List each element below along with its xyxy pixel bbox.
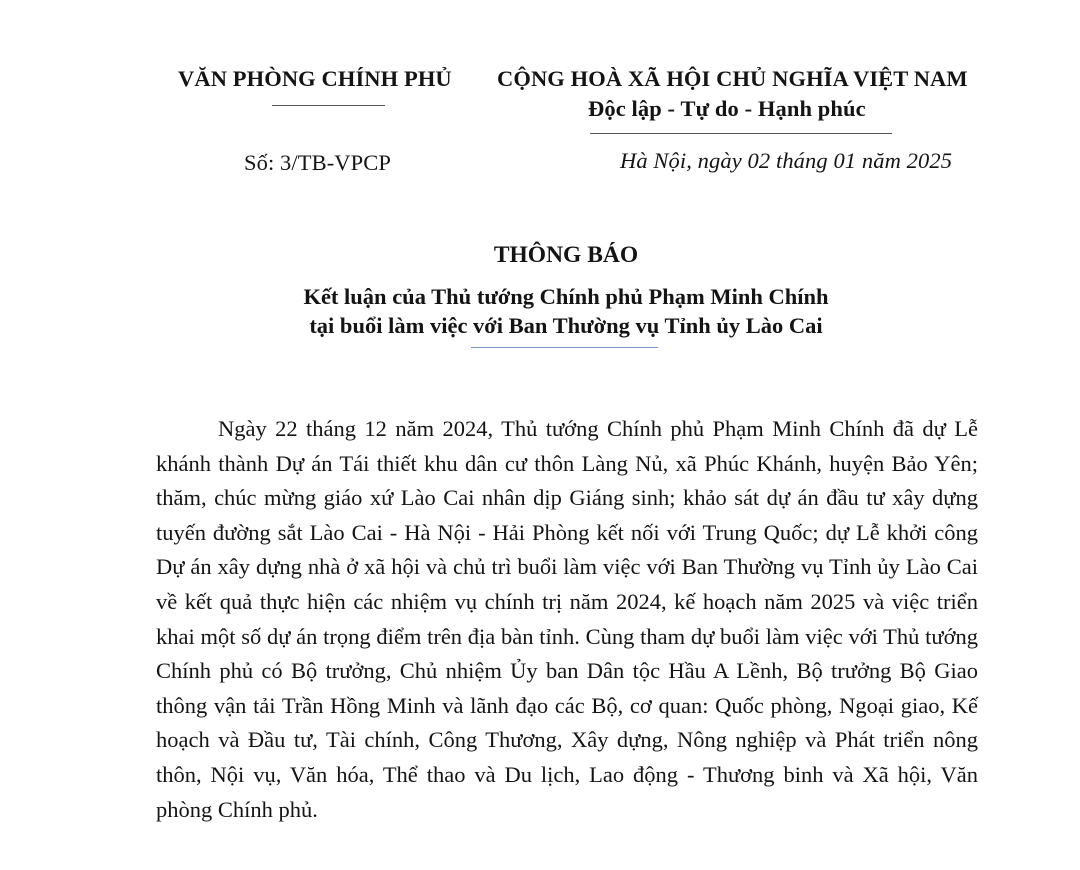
place-date: Hà Nội, ngày 02 tháng 01 năm 2025 — [620, 148, 953, 173]
subtitle-line-2: tại buổi làm việc với Ban Thường vụ Tỉnh ủy Lào Cai — [309, 313, 823, 338]
motto: Độc lập - Tự do - Hạnh phúc — [588, 96, 866, 121]
document-number: Số: 3/TB-VPCP — [244, 150, 391, 175]
subtitle-line-1: Kết luận của Thủ tướng Chính phủ Phạm Minh Chính — [303, 284, 829, 309]
subtitle-underline — [471, 347, 658, 348]
agency-underline — [272, 105, 385, 106]
motto-underline — [590, 133, 892, 134]
nation-name: CỘNG HOÀ XÃ HỘI CHỦ NGHĨA VIỆT NAM — [497, 66, 968, 91]
agency-name: VĂN PHÒNG CHÍNH PHỦ — [178, 66, 452, 91]
body-paragraph: Ngày 22 tháng 12 năm 2024, Thủ tướng Chính phủ Phạm Minh Chính đã dự Lễ khánh thành Dự án Tái thiết khu dân cư thôn Làng Nủ, xã Phúc Khánh, huyện Bảo Yên; thăm, chúc mừng giáo xứ Lào Cai nhân dịp Giáng sinh; khảo sát dự án đầu tư xây dựng tuyến đường sắt Lào Cai - Hà Nội - Hải Phòng kết nối với Trung Quốc; dự Lễ khởi công Dự án xây dựng nhà ở xã hội và chủ trì buổi làm việc với Ban Thường vụ Tỉnh ủy Lào Cai về kết quả thực hiện các nhiệm vụ chính trị năm 2024, kế hoạch năm 2025 và việc triển khai một số dự án trọng điểm trên địa bàn tỉnh. Cùng tham dự buổi làm việc với Thủ tướng Chính phủ có Bộ trưởng, Chủ nhiệm Ủy ban Dân tộc Hầu A Lềnh, Bộ trưởng Bộ Giao thông vận tải Trần Hồng Minh và lãnh đạo các Bộ, cơ quan: Quốc phòng, Ngoại giao, Kế hoạch và Đầu tư, Tài chính, Công Thương, Xây dựng, Nông nghiệp và Phát triển nông thôn, Nội vụ, Văn hóa, Thể thao và Du lịch, Lao động - Thương binh và Xã hội, Văn phòng Chính phủ. — [156, 416, 978, 822]
document-title: THÔNG BÁO — [493, 242, 639, 268]
